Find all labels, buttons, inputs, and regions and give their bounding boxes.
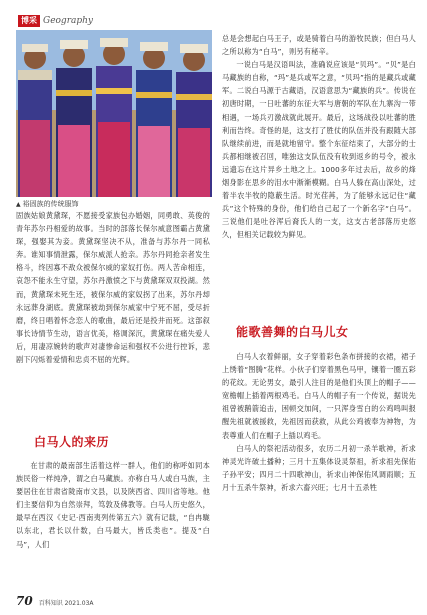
- section-header: [18, 14, 93, 28]
- left-column-text-1: [16, 209, 210, 366]
- photo-illustration: [16, 30, 212, 197]
- caption-text: 裕固族的传统服饰: [22, 200, 79, 208]
- page-footer: [16, 594, 94, 608]
- caption-triangle-icon: ▲: [16, 200, 21, 208]
- right-column-text-2: [222, 350, 416, 494]
- left-column-text-2: [16, 459, 210, 551]
- paragraph: 一说白马是汉语叫法，准确说应该是“贝玛”。“贝”是白马藏族的自称，“玛”是兵或军之意，“贝玛”指的是藏兵或藏军。二说白马源于古藏语，汉语意思为“藏族的兵”。传说在初唐时期，一日吐蕃的东征大军与唐朝的军队在九寨沟一带相遇，一场兵刃激战就此展开。最后，这场战役以吐蕃的胜利而告终。奇怪的是，这支打了胜仗的队伍并没有跟随大部队继续前进，而是就地留守。整个东征结束了，大部分的士兵都相继被召回，唯独这支队伍没有收到返乡的号令，被永远遗忘在这片异乡土地之上。1000多年过去后，故乡的烽烟身影在思乡的泪水中渐渐模糊。白马人躲在高山深处，过着半农半牧的隐蔽生活。时光荏苒，为了能够永远记住“藏兵”这个特殊的身份，他们给自己起了一个新名字“白马”。三说他们是吐谷浑后裔氏人的一支，这支古老部落历史悠久，但相关记载较为鲜见。: [222, 60, 416, 240]
- section-heading-origin: 白马人的来历: [34, 435, 110, 449]
- section-tag: 博采: [18, 15, 40, 27]
- paragraph: 固族姑娘黄黛琛，不愿接受家族包办婚姻，同勇敢、英俊的青年苏尔丹相爱的故事。当时的部落长保尔威意图霸占黄黛琛，强娶其为妾。黄黛琛坚决不从，准备与苏尔丹一同私奔。谁知事情泄露，保尔威派人抢亲。苏尔丹同抢亲者发生格斗，终因寡不敌众被保尔威的家奴打伤。两人苦命相连，哀怨不能永生守望，苏尔丹激愤之下与黄黛琛双双投湖。然而，黄黛琛未死生还，被保尔威的家奴拐了出来，苏尔丹却永远葬身湖底。黄黛琛被劫到保尔威家中宁死不屈，受尽折磨，终日唱着怀念恋人的歌曲，最后还是投井而死。这部叙事长诗情节生动，语言优美，格调深沉，黄黛琛在痛失爱人后，用凄凉婉转的歌声对凄惨命运和强权不公进行控诉，悲剧下闪烁着爱情和忠贞不屈的光辉。: [16, 211, 210, 365]
- photo-caption: [16, 199, 79, 209]
- page-number: 70: [16, 594, 33, 608]
- section-heading-song-dance: 能歌善舞的白马儿女: [236, 325, 349, 339]
- costume-photo: [16, 30, 212, 197]
- paragraph: 总是会想起白马王子，或是骑着白马的游牧民族；但白马人之所以称为“白马”，则另有秘辛。: [222, 34, 416, 57]
- right-column-text-1: [222, 32, 416, 242]
- paragraph: 在甘肃的最南部生活着这样一群人，他们的称呼如同本族民俗一样纯净，谓之白马藏族。亦称白马人或白马族，主要居住在甘肃省陇南市文县，以及陕西省、四川省等地。他们主要信仰为自然崇拜，笃敦及佛教等。白马人历史悠久，最早在西汉《史记·西南夷列传第五六》就有记载，“自冉駹以东北，君长以什数，白马最大，皆氐类也”。提及“白马”，人们: [16, 461, 210, 549]
- magazine-issue: 百科知识 2021.03A: [38, 600, 94, 607]
- paragraph: 白马人的祭祀活动很多，农历二月初一杀羊歌神，祈求神灵光许破土播种；三月十五集体设灵祭祖，祈求祖先保佑子孙平安；四月二十四歌神山，祈求山神保佑风调雨顺；五月十五杀牛祭神，祈求六畜兴旺；七月十五杀牲: [222, 443, 416, 492]
- paragraph: 白马人衣着鲜丽，女子穿着彩色条布拼接的衣裙，裙子上绣着“图腾”花样。小伙子们穿着黑色马甲，镶着一圈五彩的花纹。无论男女，最引人注目的是他们头顶上的帽子——宽檐帽上插着两根鸡毛。白马人的帽子有一个传说，据说先祖曾被鹅箭追击，困顿交加间，一只浑身雪白的公鸡鸣叫报醒先祖就被援救，先祖因而获救，从此公鸡被奉为神物，为表尊重人们在帽子上插以鸡毛。: [222, 352, 416, 440]
- section-subtitle: Geography: [43, 16, 94, 26]
